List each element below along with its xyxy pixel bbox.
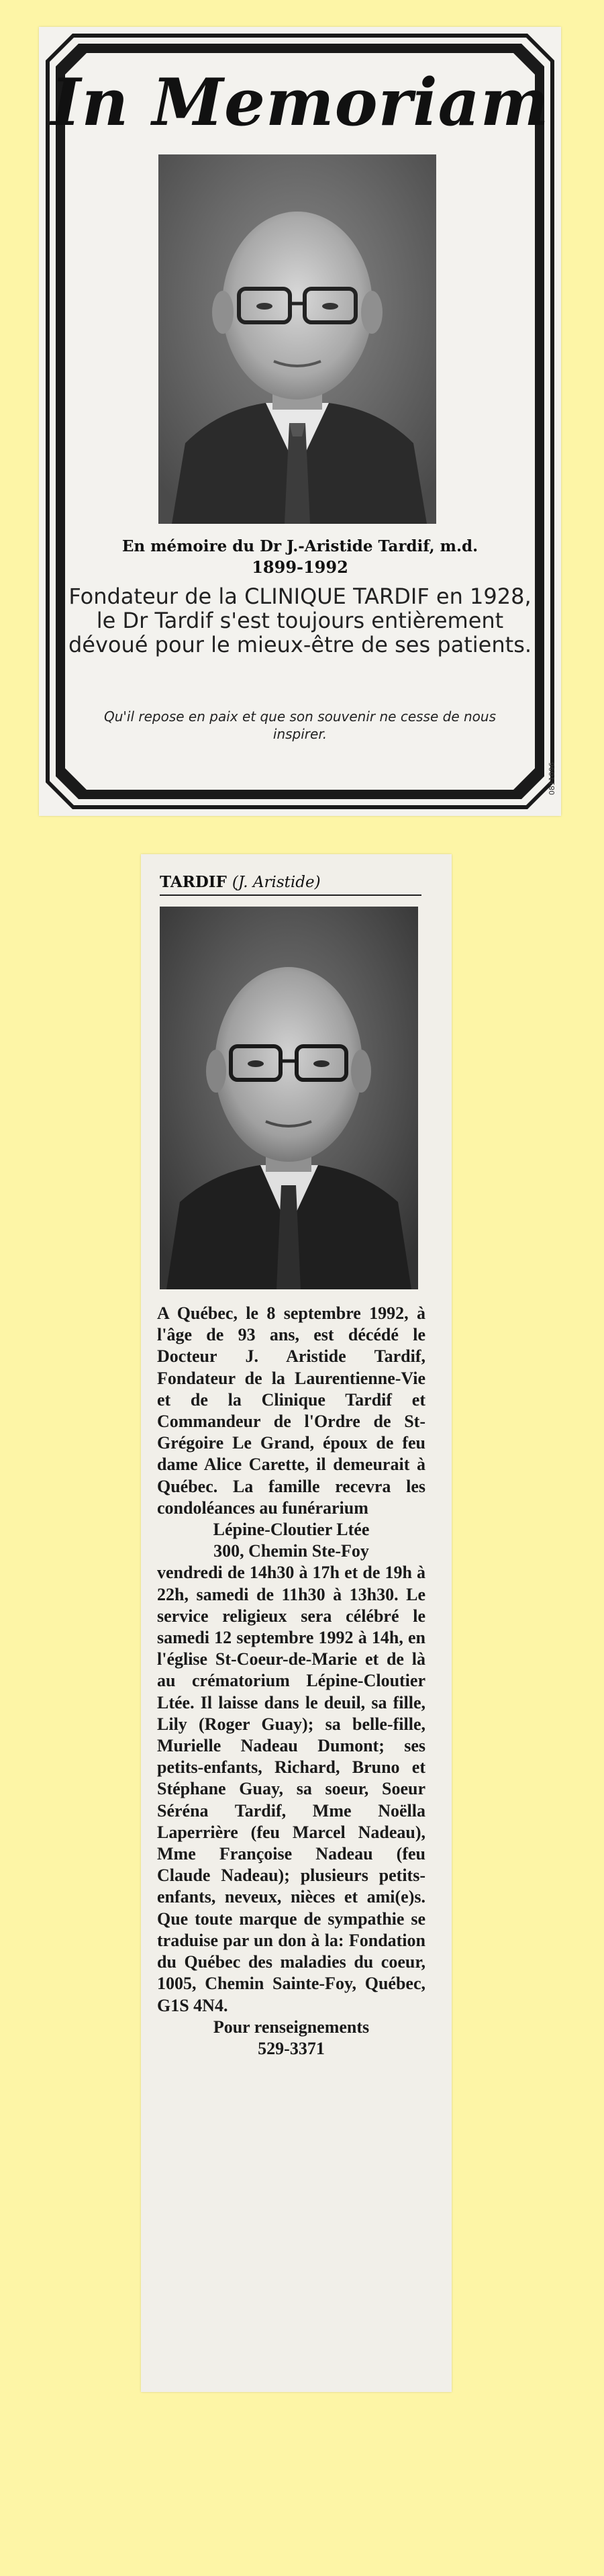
- info-label: Pour renseignements: [213, 2017, 370, 2037]
- obituary-paragraph-2: vendredi de 14h30 à 17h et de 19h à 22h, samedi de 11h30 à 13h30. Le service religieux sera célébré le samedi 12 septembre 1992 à 14h, en l'église St-Coeur-de-Marie et de là au crématorium Lépine-Cloutier Ltée. Il laisse dans le deuil, sa fille, Lily (Roger Guay); sa belle-fille, Murielle Nadeau Dumont; ses petits-enfants, Richard, Bruno et Stéphane Guay, sa soeur, Soeur Séréna Tardif, Mme Noëlla Laperrière (feu Marcel Nadeau), Mme Françoise Nadeau (feu Claude Nadeau); plusieurs petits-enfants, neveux, nièces et ami(e)s. Que toute marque de sympathie se traduise par un don à la: Fondation du Québec des maladies du coeur, 1005, Chemin Sainte-Foy, Québec, G1S 4N4.: [157, 1563, 425, 2015]
- obituary-clipping: [141, 854, 452, 2392]
- memoriam-body: Fondateur de la CLINIQUE TARDIF en 1928, le Dr Tardif s'est toujours entièrement dévoué pour le mieux-être de ses patients.: [68, 584, 532, 657]
- funeral-home-address: 300, Chemin Ste-Foy: [213, 1541, 369, 1561]
- memoriam-code: 0811096: [548, 762, 556, 795]
- memoriam-name: En mémoire du Dr J.-Aristide Tardif, m.d.: [121, 537, 479, 555]
- obituary-surname: TARDIF: [160, 873, 227, 891]
- portrait-image: [158, 154, 436, 524]
- funeral-home-name: Lépine-Cloutier Ltée: [213, 1520, 370, 1540]
- obituary-given-name: (J. Aristide): [232, 874, 321, 891]
- memoriam-years: 1899-1992: [252, 557, 348, 577]
- obituary-photo: [160, 907, 418, 1289]
- obituary-text: [157, 1303, 425, 2060]
- obituary-paragraph-1: A Québec, le 8 septembre 1992, à l'âge de 93 ans, est décédé le Docteur J. Aristide Tardif, Fondateur de la Laurentienne-Vie et de la Clinique Tardif et Commandeur de l'Ordre de St-Grégoire Le Grand, époux de feu dame Alice Carette, il demeurait à Québec. La famille recevra les condoléances au funérarium: [157, 1303, 425, 1518]
- memoriam-italic-line: Qu'il repose en paix et que son souvenir ne cesse de nous inspirer.: [104, 708, 496, 742]
- obituary-rule: [160, 894, 421, 896]
- info-phone: 529-3371: [258, 2038, 325, 2058]
- obituary-heading: [160, 873, 321, 891]
- memoriam-title: In Memoriam: [50, 64, 550, 140]
- memoriam-clipping: [39, 27, 561, 816]
- portrait-photo: [158, 154, 436, 524]
- obituary-portrait-image: [160, 907, 418, 1289]
